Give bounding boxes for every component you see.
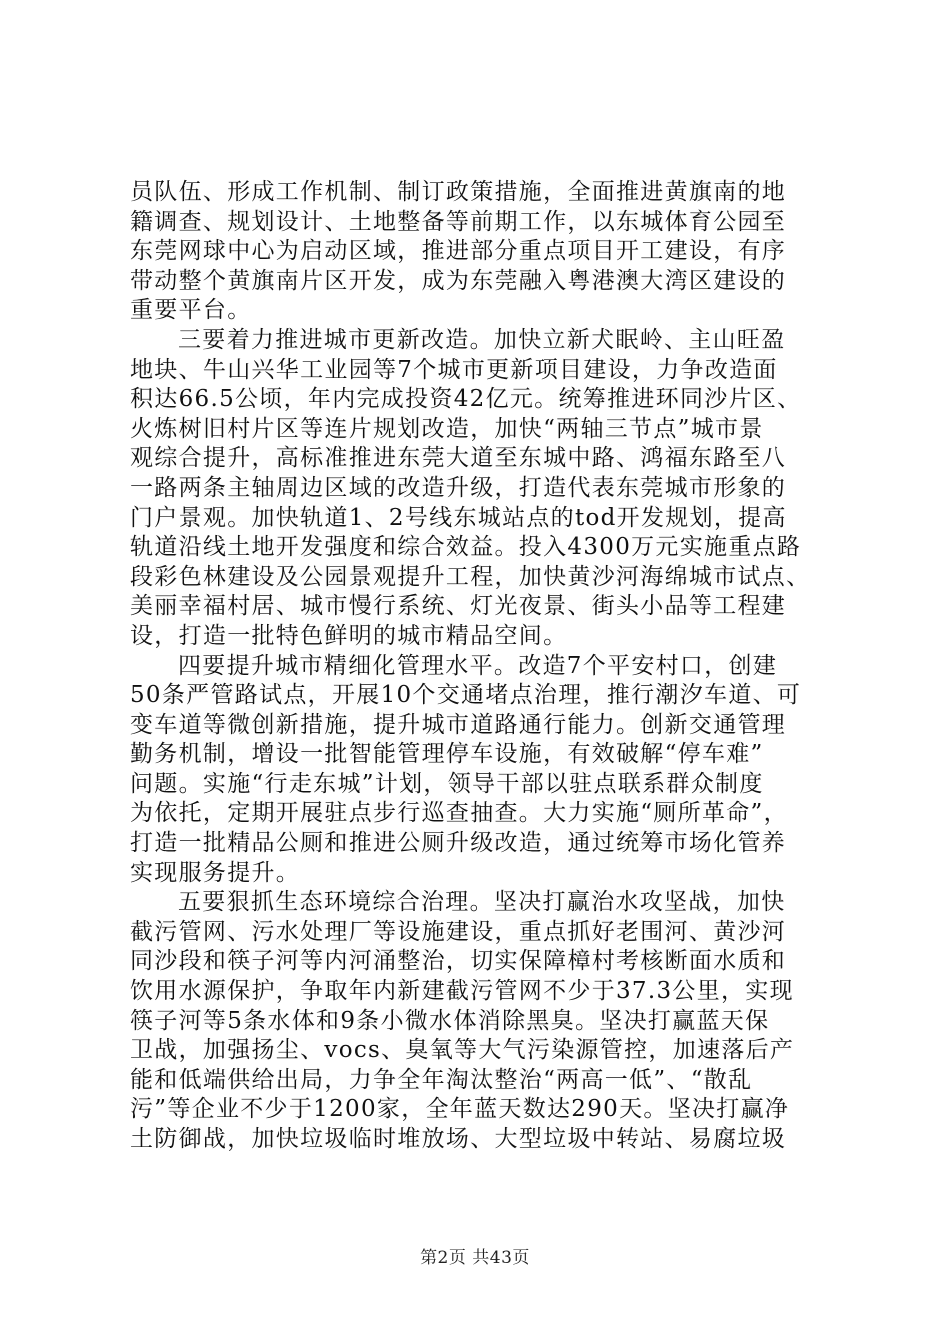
text-line: 东莞网球中心为启动区域，推进部分重点项目开工建设，有序 [130, 238, 787, 265]
paragraph [130, 326, 830, 652]
text-line: 50条严管路试点，开展10个交通堵点治理，推行潮汐车道、可 [130, 682, 802, 709]
text-line: 三要着力推进城市更新改造。加快立新犬眠岭、主山旺盈 [178, 326, 786, 353]
text-line: 能和低端供给出局，力争全年淘汰整治“两高一低”、“散乱 [130, 1066, 753, 1093]
paragraph [130, 888, 830, 1154]
text-line: 四要提升城市精细化管理水平。改造7个平安村口，创建 [178, 652, 778, 679]
text-line: 一路两条主轴周边区域的改造升级，打造代表东莞城市形象的 [130, 474, 787, 501]
text-line: 土防御战，加快垃圾临时堆放场、大型垃圾中转站、易腐垃圾 [130, 1126, 787, 1152]
text-line: 观综合提升，高标准推进东莞大道至东城中路、鸿福东路至八 [130, 445, 787, 472]
paragraph [130, 652, 830, 889]
page-footer [0, 1243, 950, 1268]
text-line: 设，打造一批特色鲜明的城市精品空间。 [130, 622, 568, 649]
text-line: 卫战，加强扬尘、vocs、臭氧等大气污染源管控，加速落后产 [130, 1037, 795, 1064]
page-number-label: 第2页 共43页 [420, 1248, 530, 1268]
text-line: 勤务机制，增设一批智能管理停车设施，有效破解“停车难” [130, 741, 764, 768]
text-line: 实现服务提升。 [130, 859, 301, 886]
text-line: 筷子河等5条水体和9条小微水体消除黑臭。坚决打赢蓝天保 [130, 1007, 770, 1034]
text-line: 地块、牛山兴华工业园等7个城市更新项目建设，力争改造面 [130, 356, 778, 383]
document-body [130, 178, 830, 1155]
text-line: 员队伍、形成工作机制、制订政策措施，全面推进黄旗南的地 [130, 179, 787, 205]
text-line: 污”等企业不少于1200家，全年蓝天数达290天。坚决打赢净 [130, 1096, 790, 1123]
text-line: 美丽幸福村居、城市慢行系统、灯光夜景、街头小品等工程建 [130, 593, 787, 620]
text-line: 段彩色林建设及公园景观提升工程，加快黄沙河海绵城市试点、 [130, 563, 811, 590]
text-line: 打造一批精品公厕和推进公厕升级改造，通过统筹市场化管养 [130, 830, 787, 857]
text-line: 带动整个黄旗南片区开发，成为东莞融入粤港澳大湾区建设的 [130, 267, 787, 294]
text-line: 变车道等微创新措施，提升城市道路通行能力。创新交通管理 [130, 711, 787, 738]
text-line: 同沙段和筷子河等内河涌整治，切实保障樟村考核断面水质和 [130, 948, 787, 975]
text-line: 积达66.5公顷，年内完成投资42亿元。统筹推进环同沙片区、 [130, 386, 802, 413]
paragraph [130, 178, 830, 326]
text-line: 轨道沿线土地开发强度和综合效益。投入4300万元实施重点路 [130, 534, 802, 561]
text-line: 门户景观。加快轨道1、2号线东城站点的tod开发规划，提高 [130, 504, 787, 531]
text-line: 为依托，定期开展驻点步行巡查抽查。大力实施“厕所革命”， [130, 800, 788, 827]
text-line: 籍调查、规划设计、土地整备等前期工作，以东城体育公园至 [130, 208, 787, 235]
text-line: 问题。实施“行走东城”计划，领导干部以驻点联系群众制度 [130, 770, 764, 797]
text-line: 重要平台。 [130, 297, 252, 324]
text-line: 五要狠抓生态环境综合治理。坚决打赢治水攻坚战，加快 [178, 889, 786, 916]
text-line: 火炼树旧村片区等连片规划改造，加快“两轴三节点”城市景 [130, 415, 764, 442]
text-line: 截污管网、污水处理厂等设施建设，重点抓好老围河、黄沙河 [130, 918, 787, 945]
text-line: 饮用水源保护，争取年内新建截污管网不少于37.3公里，实现 [130, 978, 794, 1005]
